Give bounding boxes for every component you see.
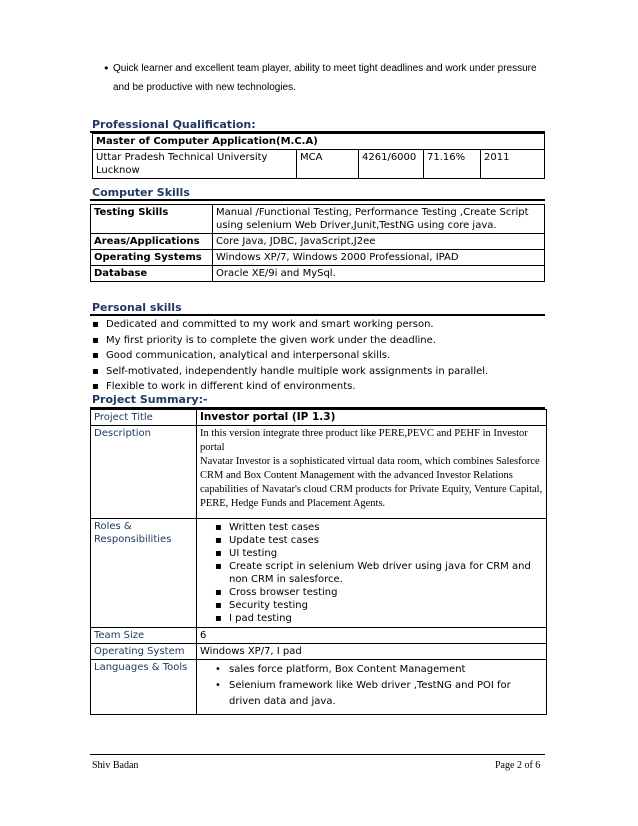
section-divider — [90, 314, 545, 316]
skill-value: Windows XP/7, Windows 2000 Professional, IPAD — [213, 250, 545, 266]
team-size-value: 6 — [197, 628, 547, 644]
description-label: Description — [91, 426, 197, 519]
marks-cell: 4261/6000 — [359, 150, 424, 179]
os-label: Operating System — [91, 644, 197, 660]
description-text: In this version integrate three product like PERE,PEVC and PEHF in Investor portal Navatar Investor is a sophisticated virtual data room, which combines Salesforce CRM and Box Content Management with the advanced Investor Relations capabilities of Navatar's cloud CRM products for Private Equity, Venture Capital, PERE, Hedge Funds and Placement Agents. — [197, 426, 547, 519]
list-item: ▪ I pad testing — [215, 612, 543, 625]
project-summary-heading: Project Summary:- — [92, 393, 208, 406]
skill-label: Areas/Applications — [91, 234, 213, 250]
section-divider — [90, 199, 545, 201]
roles-label: Roles & Responsibilities — [91, 519, 197, 628]
project-title-label: Project Title — [91, 410, 197, 426]
skill-value: Core Java, JDBC, JavaScript,J2ee — [213, 234, 545, 250]
list-item: ▪ Cross browser testing — [215, 586, 543, 599]
list-item: ▪ Self-motivated, independently handle multiple work assignments in parallel. — [92, 364, 547, 380]
team-size-label: Team Size — [91, 628, 197, 644]
personal-skills-list — [92, 317, 547, 395]
list-item: ▪ My first priority is to complete the given work under the deadline. — [92, 333, 547, 349]
percent-cell: 71.16% — [424, 150, 481, 179]
table-row — [91, 234, 545, 250]
year-cell: 2011 — [481, 150, 545, 179]
degree-cell: MCA — [297, 150, 359, 179]
skill-value: Manual /Functional Testing, Performance Testing ,Create Script using selenium Web Driver,Junit,TestNG using core java. — [213, 205, 545, 234]
footer-page-number: Page 2 of 6 — [495, 760, 541, 771]
table-row — [91, 205, 545, 234]
list-item: ▪ Flexible to work in different kind of environments. — [92, 379, 547, 395]
list-item: ▪ Good communication, analytical and interpersonal skills. — [92, 348, 547, 364]
list-item: ▪ UI testing — [215, 547, 543, 560]
intro-bullet: • Quick learner and excellent team player, ability to meet tight deadlines and work under pressure and be productive with new technologies. — [113, 59, 553, 97]
table-row — [91, 250, 545, 266]
list-item: ▪ Written test cases — [215, 521, 543, 534]
skill-value: Oracle XE/9i and MySql. — [213, 266, 545, 282]
skill-label: Database — [91, 266, 213, 282]
footer-divider — [90, 754, 545, 755]
list-item: ▪ Update test cases — [215, 534, 543, 547]
skill-label: Operating Systems — [91, 250, 213, 266]
table-row — [91, 644, 547, 660]
table-row — [91, 628, 547, 644]
bullet-icon: • — [103, 62, 110, 75]
personal-skills-heading: Personal skills — [92, 301, 182, 314]
list-item: • Selenium framework like Web driver ,TestNG and POI for driven data and java. — [215, 678, 543, 710]
project-table — [90, 409, 547, 715]
languages-list — [215, 662, 543, 710]
skill-label: Testing Skills — [91, 205, 213, 234]
list-item: ▪ Security testing — [215, 599, 543, 612]
languages-label: Languages & Tools — [91, 660, 197, 715]
list-item: • sales force platform, Box Content Management — [215, 662, 543, 678]
table-row — [91, 266, 545, 282]
table-row — [91, 410, 547, 426]
table-row — [93, 150, 545, 179]
footer-name: Shiv Badan — [92, 760, 139, 771]
degree-title: Master of Computer Application(M.C.A) — [93, 134, 545, 150]
professional-qualification-heading: Professional Qualification: — [92, 118, 256, 131]
table-row — [91, 426, 547, 519]
computer-skills-heading: Computer Skills — [92, 186, 190, 199]
qualification-table — [92, 133, 545, 179]
table-row — [91, 519, 547, 628]
project-title: Investor portal (IP 1.3) — [197, 410, 547, 426]
university-cell: Uttar Pradesh Technical University Lucknow — [93, 150, 297, 179]
roles-list — [215, 521, 543, 625]
list-item: ▪ Dedicated and committed to my work and smart working person. — [92, 317, 547, 333]
computer-skills-table — [90, 204, 545, 282]
list-item: ▪ Create script in selenium Web driver using java for CRM and non CRM in salesforce. — [215, 560, 543, 586]
table-row — [91, 660, 547, 715]
os-value: Windows XP/7, I pad — [197, 644, 547, 660]
